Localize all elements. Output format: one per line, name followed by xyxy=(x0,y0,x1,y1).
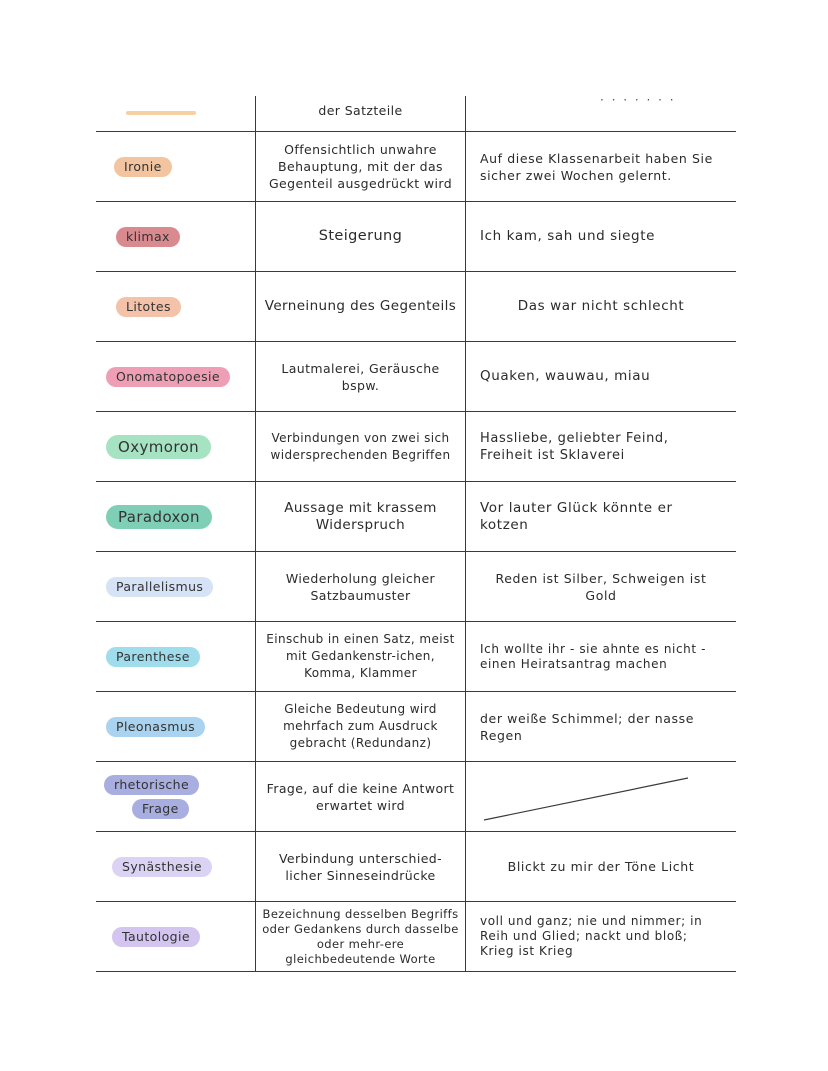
term-label: Ironie xyxy=(114,157,172,177)
table-row xyxy=(96,552,736,622)
description-cell xyxy=(255,832,466,901)
term-cell xyxy=(96,202,255,271)
example-cell xyxy=(466,132,736,201)
table-row xyxy=(96,762,736,832)
example-cell xyxy=(466,342,736,411)
example-text: Das war nicht schlecht xyxy=(517,298,685,314)
term-highlight-stub xyxy=(126,111,196,115)
description-text: Wiederholung gleicher Satzbaumuster xyxy=(285,570,436,603)
example-cell xyxy=(466,762,736,831)
example-text: Auf diese Klassenarbeit haben Sie sicher zwei Wochen gelernt. xyxy=(480,150,713,183)
example-text: Hassliebe, geliebter Feind, Freiheit ist Sklaverei xyxy=(480,430,669,463)
example-text: der weiße Schimmel; der nasse Regen xyxy=(480,710,695,743)
term-cell xyxy=(96,832,255,901)
table-row xyxy=(96,482,736,552)
description-cell xyxy=(255,902,466,971)
term-cell xyxy=(96,342,255,411)
description-cell xyxy=(255,342,466,411)
term-cell xyxy=(96,762,255,831)
table-row xyxy=(96,832,736,902)
term-cell xyxy=(96,132,255,201)
example-cell xyxy=(466,692,736,761)
description-text: Offensichtlich unwahre Behauptung, mit der das Gegenteil ausgedrückt wird xyxy=(268,142,453,191)
description-cell xyxy=(255,96,466,131)
term-label: klimax xyxy=(116,227,180,247)
term-label: Parenthese xyxy=(106,647,200,667)
description-text: Einschub in einen Satz, meist mit Gedankenstr-ichen, Komma, Klammer xyxy=(266,632,455,680)
table-row xyxy=(96,272,736,342)
term-cell xyxy=(96,412,255,481)
term-label: Litotes xyxy=(116,297,181,317)
description-cell xyxy=(255,412,466,481)
example-cell xyxy=(466,552,736,621)
example-text: Ich kam, sah und siegte xyxy=(480,228,656,244)
description-cell xyxy=(255,552,466,621)
description-text: Gleiche Bedeutung wird mehrfach zum Ausdruck gebracht (Redundanz) xyxy=(283,702,438,750)
description-cell xyxy=(255,482,466,551)
table-row xyxy=(96,622,736,692)
description-cell xyxy=(255,622,466,691)
table-row xyxy=(96,202,736,272)
stylistic-devices-table xyxy=(96,96,736,972)
example-cell xyxy=(466,412,736,481)
table-row xyxy=(96,902,736,972)
description-text: Aussage mit krassem Widerspruch xyxy=(284,499,437,533)
example-text: Ich wollte ihr - sie ahnte es nicht - einen Heiratsantrag machen xyxy=(480,641,707,671)
description-cell xyxy=(255,272,466,341)
description-text: Lautmalerei, Geräusche bspw. xyxy=(281,360,440,393)
term-label-line1: rhetorische xyxy=(104,775,199,795)
term-label: Onomatopoesie xyxy=(106,367,230,387)
term-label: Paradoxon xyxy=(106,505,212,529)
example-text: Reden ist Silber, Schweigen ist Gold xyxy=(495,570,707,603)
term-label-line2: Frage xyxy=(132,799,189,819)
term-cell xyxy=(96,552,255,621)
term-cell xyxy=(96,622,255,691)
description-text: Verneinung des Gegenteils xyxy=(264,298,457,314)
description-text: der Satzteile xyxy=(318,103,403,118)
example-text-fragment: · · · · · · · xyxy=(600,96,676,107)
example-cell xyxy=(466,96,736,131)
description-text: Verbindungen von zwei sich widersprechenden Begriffen xyxy=(270,430,451,462)
term-cell xyxy=(96,692,255,761)
description-cell xyxy=(255,132,466,201)
term-cell xyxy=(96,482,255,551)
term-label: Parallelismus xyxy=(106,577,213,597)
example-text: Vor lauter Glück könnte er kotzen xyxy=(480,499,673,533)
term-label: Tautologie xyxy=(112,927,200,947)
no-example-strike-line xyxy=(466,762,736,832)
description-text: Verbindung unterschied-licher Sinneseindrücke xyxy=(278,850,443,883)
example-cell xyxy=(466,482,736,551)
example-text: voll und ganz; nie und nimmer; in Reih und Glied; nackt und bloß; Krieg ist Krieg xyxy=(480,914,703,958)
example-cell xyxy=(466,832,736,901)
description-text: Bezeichnung desselben Begriffs oder Gedankens durch dasselbe oder mehr-ere gleichbedeutende Worte xyxy=(262,906,459,966)
table-row xyxy=(96,692,736,762)
example-text: Quaken, wauwau, miau xyxy=(480,368,651,384)
term-cell xyxy=(96,96,255,131)
description-text: Frage, auf die keine Antwort erwartet wird xyxy=(266,780,455,813)
term-label: Synästhesie xyxy=(112,857,212,877)
description-cell xyxy=(255,202,466,271)
table-row xyxy=(96,342,736,412)
term-label: Oxymoron xyxy=(106,435,211,459)
description-cell xyxy=(255,762,466,831)
table-row-partial xyxy=(96,96,736,132)
table-row xyxy=(96,412,736,482)
term-label-stack xyxy=(104,775,199,819)
example-cell xyxy=(466,272,736,341)
example-cell xyxy=(466,202,736,271)
description-cell xyxy=(255,692,466,761)
example-text: Blickt zu mir der Töne Licht xyxy=(507,859,695,874)
table-row xyxy=(96,132,736,202)
term-cell xyxy=(96,902,255,971)
description-text: Steigerung xyxy=(318,228,403,244)
term-label: Pleonasmus xyxy=(106,717,205,737)
example-cell xyxy=(466,902,736,971)
example-cell xyxy=(466,622,736,691)
term-cell xyxy=(96,272,255,341)
